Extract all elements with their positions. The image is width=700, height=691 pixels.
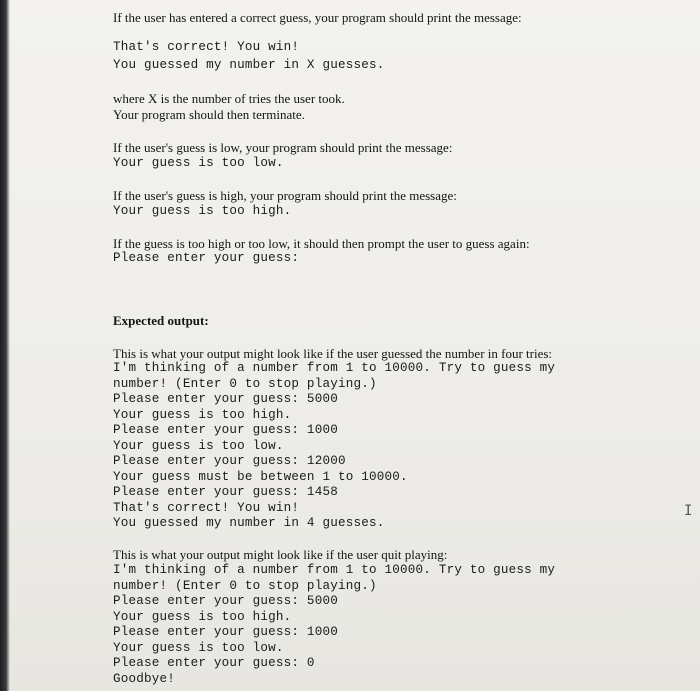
win-line-7: Please enter your guess: 12000 [113,454,346,468]
quit-line-5: Please enter your guess: 1000 [113,625,338,639]
win-line-9: Please enter your guess: 1458 [113,485,338,499]
quit-line-1: I'm thinking of a number from 1 to 10000. Try to guess my [113,563,556,577]
prompt-again-intro: If the guess is too high or too low, it should then prompt the user to guess again: [113,236,530,251]
high-guess-code: Your guess is too high. [113,204,292,218]
example-win-output [113,361,555,532]
quit-line-4: Your guess is too high. [113,609,292,624]
example-win-intro: This is what your output might look like if the user guessed the number in four tries: [113,346,553,361]
quit-line-2: number! (Enter 0 to stop playing.) [113,578,377,593]
prompt-again-code: Please enter your guess: [113,251,300,265]
high-guess-intro: If the user's guess is high, your program should print the message: [113,188,457,203]
quit-line-8: Goodbye! [113,671,176,686]
correct-note-line-2: Your program should then terminate. [113,107,305,122]
win-line-11: You guessed my number in 4 guesses. [113,516,385,530]
win-line-4: Your guess is too high. [113,407,292,422]
low-guess-intro: If the user's guess is low, your program should print the message: [113,140,453,155]
quit-line-3: Please enter your guess: 5000 [113,594,338,608]
win-line-1: I'm thinking of a number from 1 to 10000. Try to guess my [113,361,556,375]
correct-guess-intro: If the user has entered a correct guess, your program should print the message: [113,10,522,25]
correct-code-line-1: That's correct! You win! [113,40,300,54]
expected-output-heading: Expected output: [113,313,209,328]
win-line-2: number! (Enter 0 to stop playing.) [113,376,377,391]
correct-note-line-1: where X is the number of tries the user took. [113,91,345,106]
correct-code-line-2: You guessed my number in X guesses. [113,58,385,72]
page-edge-shadow [0,0,10,691]
win-line-6: Your guess is too low. [113,438,284,453]
win-line-3: Please enter your guess: 5000 [113,392,338,406]
win-line-10: That's correct! You win! [113,500,300,515]
win-line-8: Your guess must be between 1 to 10000. [113,469,408,484]
example-quit-output [113,563,555,687]
low-guess-code: Your guess is too low. [113,156,284,170]
example-quit-intro: This is what your output might look like if the user quit playing: [113,547,448,562]
quit-line-6: Your guess is too low. [113,640,284,655]
win-line-5: Please enter your guess: 1000 [113,423,338,437]
text-cursor-icon: I [684,503,693,519]
quit-line-7: Please enter your guess: 0 [113,656,315,670]
